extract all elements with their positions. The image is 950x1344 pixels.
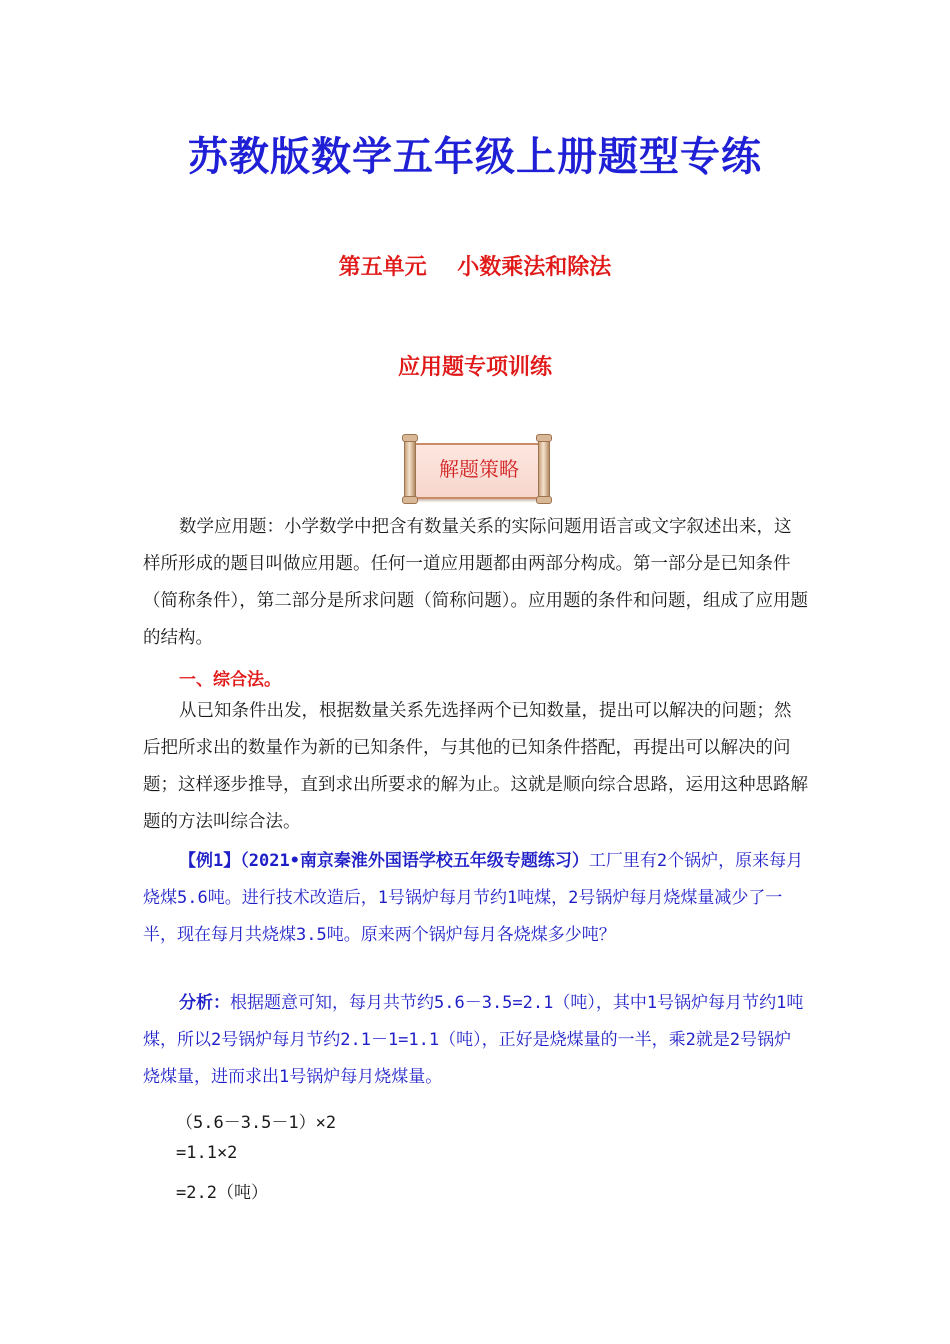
calc-line-2: =1.1×2 — [176, 1143, 238, 1163]
section-heading-synthesis: 一、综合法。 — [179, 670, 281, 690]
synthesis-paragraph: 从已知条件出发，根据数量关系先选择两个已知数量，提出可以解决的问题；然后把所求出的数量作为新的已知条件，与其他的已知条件搭配，再提出可以解决的问题；这样逐步推导，直到求出所要求的解为止。这就是顺向综合思路，运用这种思路解题的方法叫综合法。 — [143, 701, 808, 832]
example-1-text: 工厂里有2个锅炉，原来每月烧煤5.6吨。进行技术改造后，1号锅炉每月节约1吨煤，2号锅炉每月烧煤量减少了一半，现在每月共烧煤3.5吨。原来两个锅炉每月各烧煤多少吨？ — [143, 851, 804, 945]
example-1-label: 【例1】（2021•南京秦淮外国语学校五年级专题练习） — [179, 851, 589, 871]
scroll-knob — [536, 434, 552, 442]
sub-title: 应用题专项训练 — [397, 355, 552, 380]
scroll-knob — [402, 434, 418, 442]
scroll-knob — [536, 496, 552, 504]
scroll-knob — [402, 496, 418, 504]
analysis-text: 根据题意可知，每月共节约5.6－3.5=2.1（吨），其中1号锅炉每月节约1吨煤，所以2号锅炉每月节约2.1－1=1.1（吨），正好是烧煤量的一半，乘2就是2号锅炉烧煤量，进而求出1号锅炉每月烧煤量。 — [143, 993, 804, 1087]
calc-line-3: =2.2（吨） — [176, 1183, 268, 1203]
scroll-label: 解题策略 — [439, 457, 519, 481]
calc-line-1: （5.6－3.5－1）×2 — [176, 1113, 337, 1133]
main-title: 苏教版数学五年级上册题型专练 — [188, 134, 762, 180]
strategy-scroll-banner — [398, 437, 556, 501]
intro-paragraph: 数学应用题：小学数学中把含有数量关系的实际问题用语言或文字叙述出来，这样所形成的题目叫做应用题。任何一道应用题都由两部分构成。第一部分是已知条件（简称条件），第二部分是所求问题（简称问题）。应用题的条件和问题，组成了应用题的结构。 — [143, 517, 808, 648]
analysis-label: 分析： — [179, 993, 230, 1013]
example-1 — [143, 843, 808, 954]
unit-title: 第五单元 小数乘法和除法 — [338, 255, 612, 280]
analysis-block — [143, 985, 808, 1096]
